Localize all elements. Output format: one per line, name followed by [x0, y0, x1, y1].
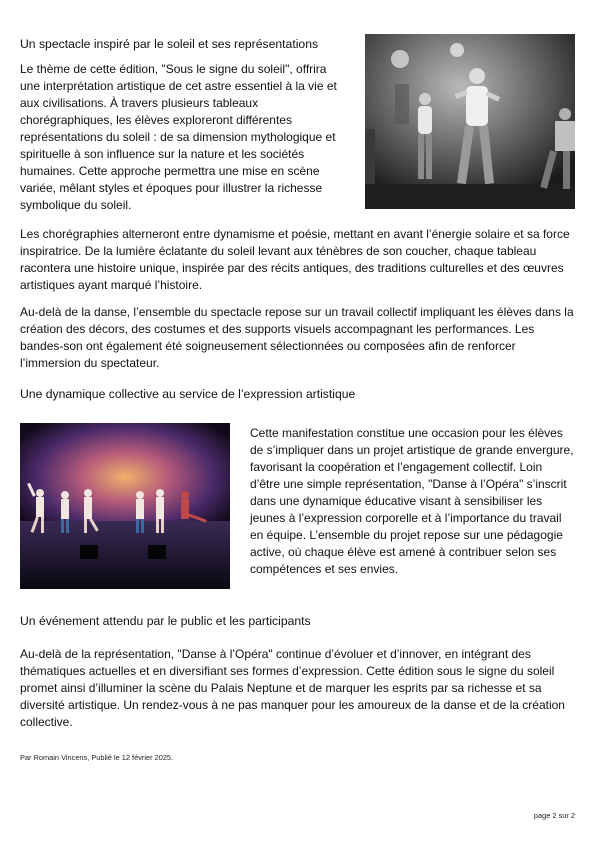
dancers-bw-photo: [365, 34, 575, 209]
section1-heading: Un spectacle inspiré par le soleil et ses représentations: [20, 37, 319, 51]
stage-performance-photo: [20, 423, 230, 589]
section1-para3: Au-delà de la danse, l’ensemble du spectacle repose sur un travail collectif impliquant les élèves dans la création des décors, des costumes et des supports visuels accompagnant les performances. Les bandes-son ont également été soigneusement sélectionnées ou composées afin de renforcer l’immersion du spectateur.: [20, 305, 574, 370]
section2-heading: Une dynamique collective au service de l’expression artistique: [20, 387, 356, 401]
byline: Par Romain Vincens, Publié le 12 février 2025.: [20, 753, 174, 762]
section1-para2: Les chorégraphies alterneront entre dynamisme et poésie, mettant en avant l’énergie solaire et sa force inspiratrice. De la lumière éclatante du soleil levant aux ténèbres de son coucher, chaque tableau racontera une histoire unique, inspirée par des récits antiques, des traditions culturelles et des œuvres artistiques ayant marqué l’histoire.: [20, 227, 570, 292]
section1-intro: Le thème de cette édition, "Sous le signe du soleil", offrira une interprétation artistique de cet astre essentiel à la vie et aux civilisations. À travers plusieurs tableaux chorégraphiques, les élèves exploreront différentes représentations du soleil : de sa dimension mythologique et spirituelle à son influence sur la nature et les sociétés humaines. Cette approche permettra une mise en scène variée, mêlant styles et époques pour illustrer la richesse symbolique du soleil.: [20, 62, 337, 212]
section3-text: Au-delà de la représentation, "Danse à l’Opéra" continue d’évoluer et d’innover, en intégrant des thématiques actuelles et en diversifiant ses formes d’expression. Cette édition sous le signe du soleil promet ainsi d’illuminer la scène du Palais Neptune et de marquer les esprits par sa richesse et sa diversité artistique. Un rendez-vous à ne pas manquer pour les amoureux de la danse et de la création collective.: [20, 647, 565, 729]
dancers-bw-image: [365, 34, 575, 209]
page-number: page 2 sur 2: [533, 811, 575, 820]
section2-text: Cette manifestation constitue une occasion pour les élèves de s’impliquer dans un projet artistique de grande envergure, favorisant la coopération et l’engagement collectif. Loin d’être une simple représentation, "Danse à l’Opéra" s’inscrit dans une dynamique éducative visant à sensibiliser les jeunes à l’expression corporelle et à l’importance du travail en équipe. L’ensemble du projet repose sur une pédagogie active, où chaque élève est amené à contribuer selon ses compétences et ses envies.: [250, 426, 574, 576]
stage-performance-image: [20, 423, 230, 589]
section3-heading: Un événement attendu par le public et les participants: [20, 614, 311, 628]
